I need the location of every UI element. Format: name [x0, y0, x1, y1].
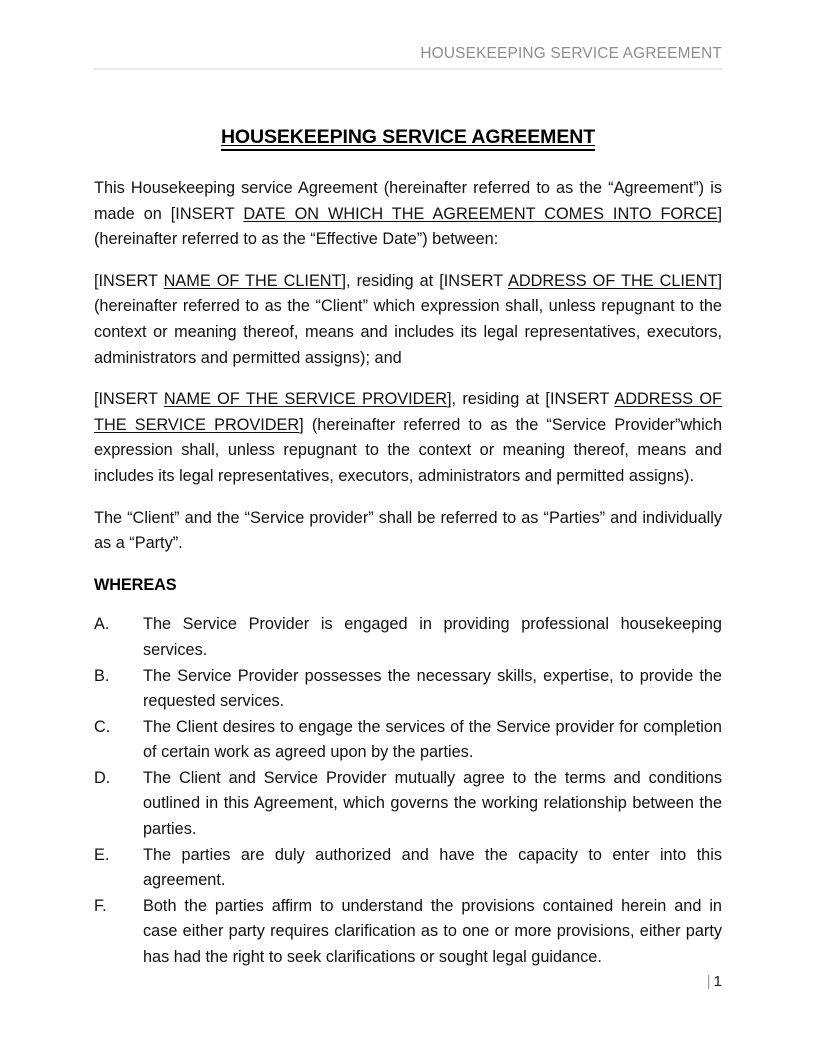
paragraph-parties-definition: The “Client” and the “Service provider” shall be referred to as “Parties” and individually as a “Party”. — [94, 508, 722, 553]
list-item-marker: A. — [94, 615, 110, 634]
list-item-marker: E. — [94, 845, 110, 864]
paragraph-3-part-1: [INSERT — [94, 390, 164, 409]
running-header-title: HOUSEKEEPING SERVICE AGREEMENT — [420, 45, 722, 62]
placeholder-effective-date: DATE ON WHICH THE AGREEMENT COMES INTO FORCE — [243, 204, 718, 223]
paragraph-2-part-1: [INSERT — [94, 271, 164, 290]
paragraph-service-provider-party — [94, 387, 722, 489]
header-divider — [94, 68, 722, 70]
paragraph-client-party — [94, 269, 722, 371]
placeholder-service-provider-name: NAME OF THE SERVICE PROVIDER — [163, 390, 448, 409]
list-item — [94, 843, 722, 894]
page-header — [94, 44, 722, 70]
list-item-text: Both the parties affirm to understand the provisions contained herein and in case either party requires clarification as to one or more provisions, either party has had the right to seek clarifications or sought legal guidance. — [143, 896, 722, 967]
list-item-text: The Client desires to engage the services of the Service provider for completion of certain work as agreed upon by the parties. — [143, 717, 722, 762]
list-item-text: The Client and Service Provider mutually agree to the terms and conditions outlined in this Agreement, which governs the working relationship between the parties. — [143, 768, 722, 839]
list-item-text: The Service Provider possesses the necessary skills, expertise, to provide the requested services. — [143, 666, 722, 711]
paragraph-2-part-3: ], residing at [INSERT — [341, 271, 508, 290]
paragraph-2-part-5: ] (hereinafter referred to as the “Client” which expression shall, unless repugnant to the context or meaning thereof, means and includes its legal representatives, executors, administrators and permitted assigns); and — [94, 271, 723, 367]
list-item-marker: C. — [94, 717, 111, 736]
list-item-text: The Service Provider is engaged in providing professional housekeeping services. — [143, 615, 722, 659]
paragraph-agreement-date — [94, 176, 722, 253]
paragraph-3-part-3: ], residing at [INSERT — [447, 390, 615, 409]
list-item-text: The parties are duly authorized and have the capacity to enter into this agreement. — [143, 845, 722, 890]
recitals-list — [94, 612, 722, 970]
page-footer — [94, 972, 722, 992]
list-item — [94, 715, 722, 766]
placeholder-service-provider-address: ADDRESS OF THE SERVICE PROVIDER — [94, 390, 722, 434]
list-item — [94, 766, 722, 843]
document-title — [94, 124, 722, 150]
page-number-separator: | — [706, 973, 711, 990]
whereas-heading: WHEREAS — [94, 575, 177, 594]
list-item — [94, 612, 722, 663]
list-item-marker: F. — [94, 896, 107, 915]
document-body — [94, 124, 722, 971]
paragraph-1-part-1: This Housekeeping service Agreement (hereinafter referred to as the “Agreement”) is made on [INSERT — [94, 179, 722, 223]
page-number: 1 — [713, 973, 722, 990]
placeholder-client-address: ADDRESS OF THE CLIENT — [507, 271, 718, 290]
list-item — [94, 894, 722, 971]
paragraph-3-part-5: ] (hereinafter referred to as the “Service Provider”which expression shall, unless repugnant to the context or meaning thereof, means and includes its legal representatives, executors, administrators and permitted assigns). — [94, 415, 722, 485]
list-item — [94, 664, 722, 715]
paragraph-1-part-3: ] (hereinafter referred to as the “Effective Date”) between: — [94, 204, 722, 249]
placeholder-client-name: NAME OF THE CLIENT — [163, 271, 342, 290]
document-title-text: HOUSEKEEPING SERVICE AGREEMENT — [221, 126, 595, 151]
list-item-marker: D. — [94, 768, 111, 787]
list-item-marker: B. — [94, 666, 110, 685]
